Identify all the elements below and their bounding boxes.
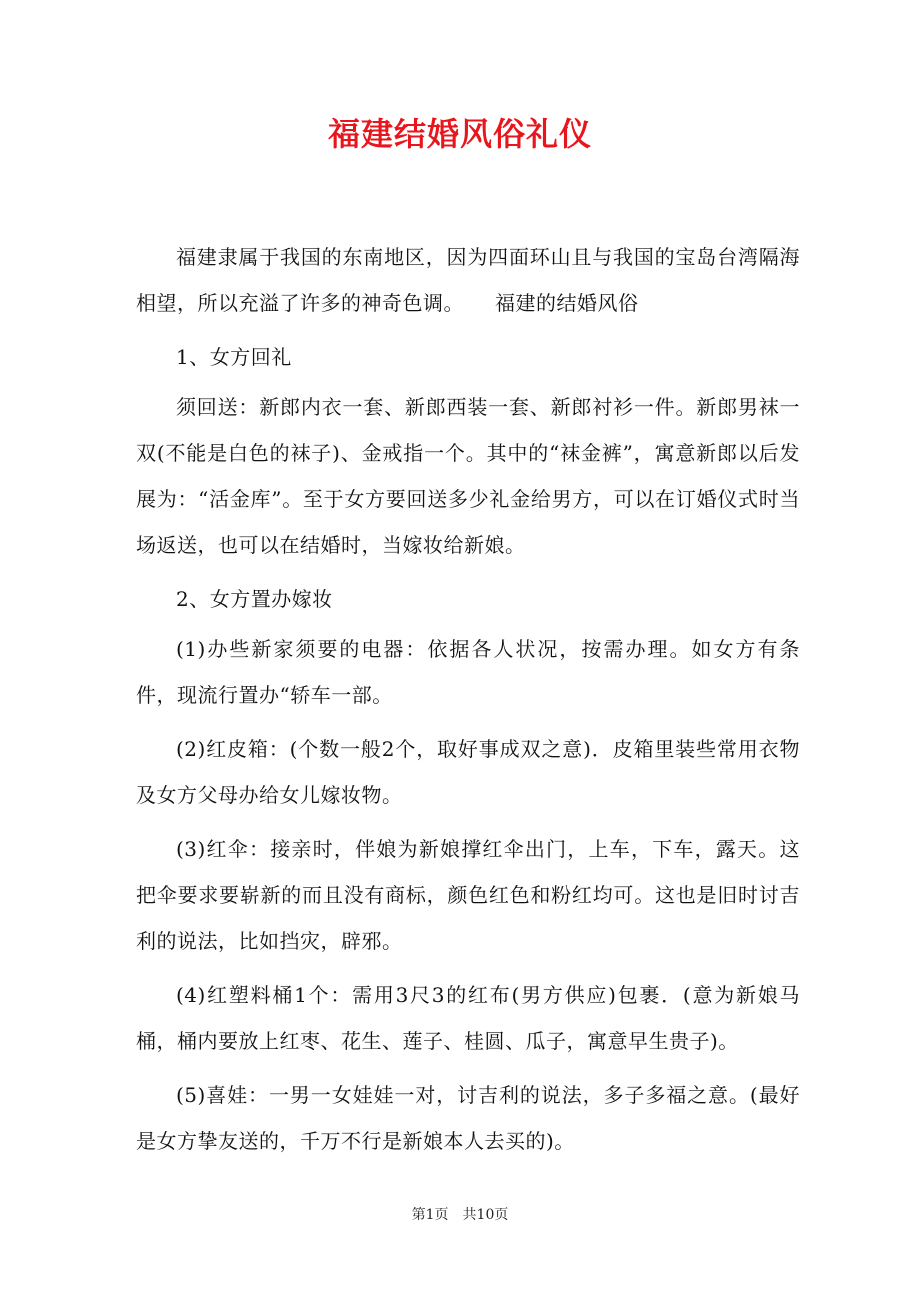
document-body xyxy=(136,234,800,1172)
page-total: 共10页 xyxy=(462,1207,509,1223)
paragraph-intro: 福建隶属于我国的东南地区，因为四面环山且与我国的宝岛台湾隔海相望，所以充溢了许多的神奇色调。 福建的结婚风俗 xyxy=(136,245,800,315)
paragraph-item-1: (1)办些新家须要的电器：依据各人状况，按需办理。如女方有条件，现流行置办“轿车一部。 xyxy=(136,637,800,707)
paragraph-item-5: (5)喜娃：一男一女娃娃一对，讨吉利的说法，多子多福之意。(最好是女方挚友送的，千万不行是新娘本人去买的)。 xyxy=(136,1083,800,1153)
paragraph-return-gift: 须回送：新郎内衣一套、新郎西装一套、新郎衬衫一件。新郎男袜一双(不能是白色的袜子)、金戒指一个。其中的“袜金裤”，寓意新郎以后发展为：“活金库”。至于女方要回送多少礼金给男方，可以在订婚仪式时当场返送，也可以在结婚时，当嫁妆给新娘。 xyxy=(136,395,800,557)
section-heading-1: 1、女方回礼 xyxy=(176,345,292,369)
paragraph-item-3: (3)红伞：接亲时，伴娘为新娘撑红伞出门，上车，下车，露天。这把伞要求要崭新的而且没有商标，颜色红色和粉红均可。这也是旧时讨吉利的说法，比如挡灾，辟邪。 xyxy=(136,837,800,953)
paragraph-item-4: (4)红塑料桶1个：需用3尺3的红布(男方供应)包裹．(意为新娘马桶，桶内要放上红枣、花生、莲子、桂圆、瓜子，寓意早生贵子)。 xyxy=(136,983,800,1053)
section-heading-2: 2、女方置办嫁妆 xyxy=(176,587,333,611)
page-number: 第1页 xyxy=(411,1207,449,1223)
paragraph-item-2: (2)红皮箱：(个数一般2个，取好事成双之意)．皮箱里装些常用衣物及女方父母办给女儿嫁妆物。 xyxy=(136,737,800,807)
document-title: 福建结婚风俗礼仪 xyxy=(327,115,592,153)
page-footer xyxy=(0,1205,920,1225)
